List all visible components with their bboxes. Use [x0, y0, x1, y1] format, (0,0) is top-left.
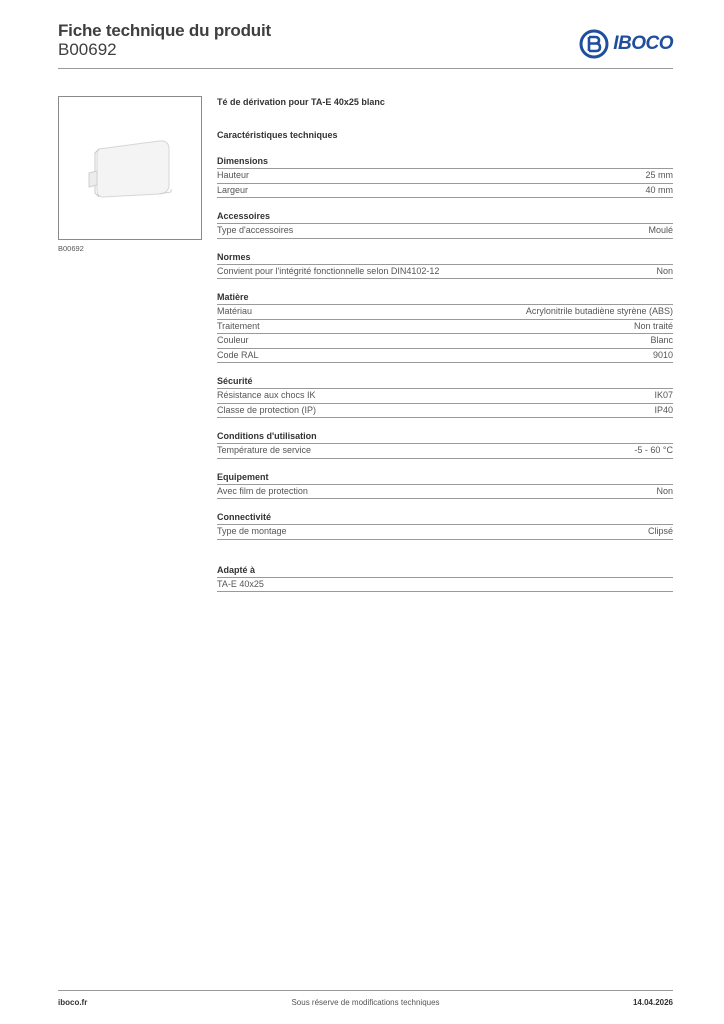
spec-row: [217, 305, 673, 320]
section-title: Equipement: [217, 471, 673, 485]
spec-row: [217, 444, 673, 459]
logo-text: IBOCO: [613, 33, 673, 54]
spec-value: Moulé: [648, 225, 673, 235]
footer-divider: [58, 990, 673, 991]
iboco-logo-icon: [579, 29, 609, 59]
spec-row: [217, 349, 673, 364]
spec-value: Blanc: [650, 335, 673, 345]
adapted-item-label: TA-E 40x25: [217, 578, 264, 589]
spec-value: Non traité: [633, 320, 673, 331]
spec-row: [217, 404, 673, 419]
spec-value: Non: [656, 485, 673, 496]
spec-label: Type de montage: [217, 526, 287, 536]
brand-logo: [579, 29, 673, 59]
specs-heading: Caractéristiques techniques: [217, 130, 338, 140]
section-securite: [217, 375, 673, 418]
spec-label: Largeur: [217, 184, 249, 195]
section-accessoires: [217, 210, 673, 239]
spec-value: 40 mm: [645, 184, 673, 195]
spec-row: [217, 525, 673, 540]
image-caption: B00692: [58, 244, 84, 253]
spec-label: Hauteur: [217, 170, 250, 180]
section-adapte-a: [217, 564, 673, 593]
section-title: Conditions d'utilisation: [217, 430, 673, 444]
spec-value: 25 mm: [645, 170, 673, 180]
spec-row: [217, 265, 673, 280]
spec-row: [217, 485, 673, 500]
product-title: Té de dérivation pour TA-E 40x25 blanc: [217, 97, 385, 107]
spec-label: Code RAL: [217, 349, 259, 360]
product-details: [217, 96, 673, 604]
spec-value: Clipsé: [647, 526, 673, 536]
section-title: Accessoires: [217, 210, 673, 224]
spec-value: IP40: [654, 404, 673, 415]
section-title: Sécurité: [217, 375, 673, 389]
section-equipement: [217, 471, 673, 500]
section-dimensions: [217, 155, 673, 198]
header-divider: [58, 68, 673, 69]
footer-note: Sous réserve de modifications techniques: [291, 998, 440, 1007]
spec-label: Avec film de protection: [217, 485, 308, 496]
spec-label: Classe de protection (IP): [217, 404, 317, 415]
section-connectivite: [217, 511, 673, 540]
page-header: [58, 21, 673, 68]
spec-label: Couleur: [217, 335, 249, 345]
spec-value: -5 - 60 °C: [634, 445, 673, 455]
section-conditions-utilisation: [217, 430, 673, 459]
spec-label: Matériau: [217, 306, 253, 316]
product-code: B00692: [58, 40, 117, 59]
section-title: Normes: [217, 251, 673, 265]
footer-website: iboco.fr: [58, 998, 88, 1007]
spec-value: Non: [656, 265, 673, 276]
section-title: Matière: [217, 291, 673, 305]
spec-row: [217, 169, 673, 184]
spec-value: IK07: [654, 390, 673, 400]
section-matiere: [217, 291, 673, 363]
spec-value: 9010: [652, 349, 673, 360]
spec-row: [217, 184, 673, 199]
spec-label: Température de service: [217, 445, 312, 455]
page-footer: [58, 998, 673, 1010]
section-normes: [217, 251, 673, 280]
tee-connector-illustration: [59, 97, 201, 239]
spec-row: [217, 320, 673, 335]
spec-label: Résistance aux chocs IK: [217, 390, 316, 400]
spec-label: Traitement: [217, 320, 260, 331]
spec-label: Type d'accessoires: [217, 225, 294, 235]
section-title: Connectivité: [217, 511, 673, 525]
spec-value: Acrylonitrile butadiène styrène (ABS): [525, 306, 673, 316]
adapted-item: [217, 578, 673, 593]
spec-row: [217, 224, 673, 239]
product-image: [58, 96, 202, 240]
section-title: Adapté à: [217, 564, 673, 578]
page-title: Fiche technique du produit: [58, 21, 271, 40]
spec-label: Convient pour l'intégrité fonctionnelle selon DIN4102-12: [217, 265, 440, 276]
footer-date: 14.04.2026: [632, 998, 673, 1007]
spec-row: [217, 334, 673, 349]
spec-row: [217, 389, 673, 404]
section-title: Dimensions: [217, 155, 673, 169]
